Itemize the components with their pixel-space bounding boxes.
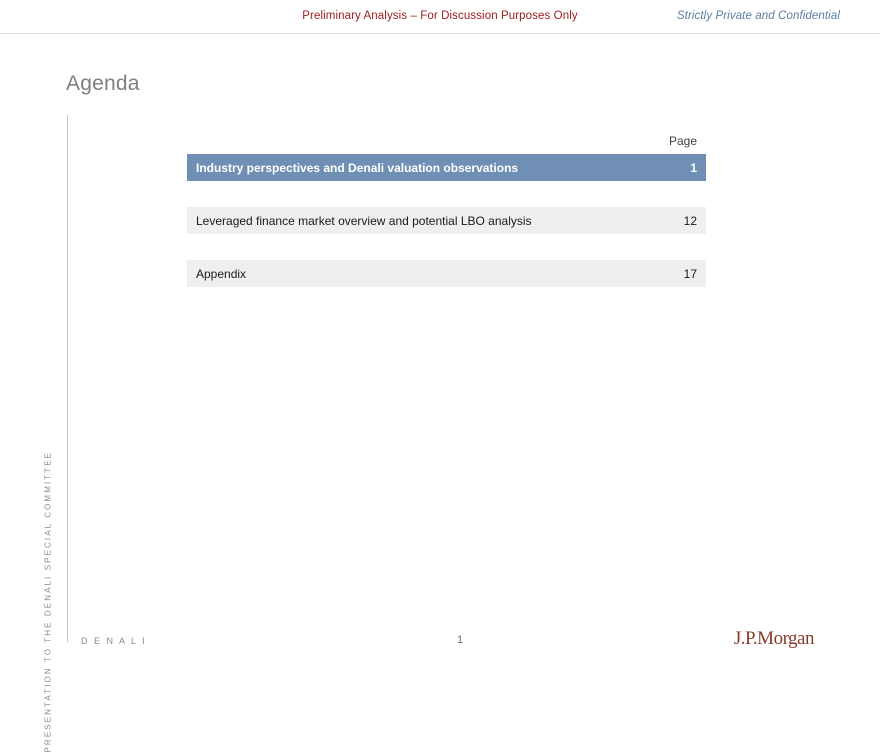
presentation-side-label bbox=[44, 233, 53, 753]
agenda-row-2-label: Leveraged finance market overview and potential LBO analysis bbox=[196, 213, 532, 228]
agenda-row-2-page: 12 bbox=[683, 213, 697, 228]
agenda-row-1-page: 1 bbox=[690, 160, 697, 175]
page-column-header: Page bbox=[668, 134, 697, 148]
footer-client-name: D E N A L I bbox=[81, 636, 147, 646]
agenda-row-1[interactable] bbox=[187, 154, 706, 181]
agenda-row-3[interactable] bbox=[187, 260, 706, 287]
confidentiality-note: Strictly Private and Confidential bbox=[676, 10, 840, 22]
agenda-row-3-page: 17 bbox=[683, 266, 697, 281]
preliminary-analysis-note: Preliminary Analysis – For Discussion Purposes Only bbox=[302, 10, 578, 22]
side-label-text: PRESENTATION TO THE DENALI SPECIAL COMMITTEE bbox=[43, 450, 53, 753]
footer-page-number: 1 bbox=[456, 634, 464, 646]
agenda-table bbox=[187, 134, 706, 313]
agenda-row-1-label: Industry perspectives and Denali valuation observations bbox=[196, 160, 519, 175]
jpmorgan-logo: J.P.Morgan bbox=[733, 628, 814, 649]
page-title: Agenda bbox=[66, 72, 140, 95]
left-vertical-rule bbox=[67, 115, 68, 642]
document-header bbox=[0, 0, 880, 34]
agenda-row-3-label: Appendix bbox=[196, 266, 247, 281]
agenda-row-2[interactable] bbox=[187, 207, 706, 234]
